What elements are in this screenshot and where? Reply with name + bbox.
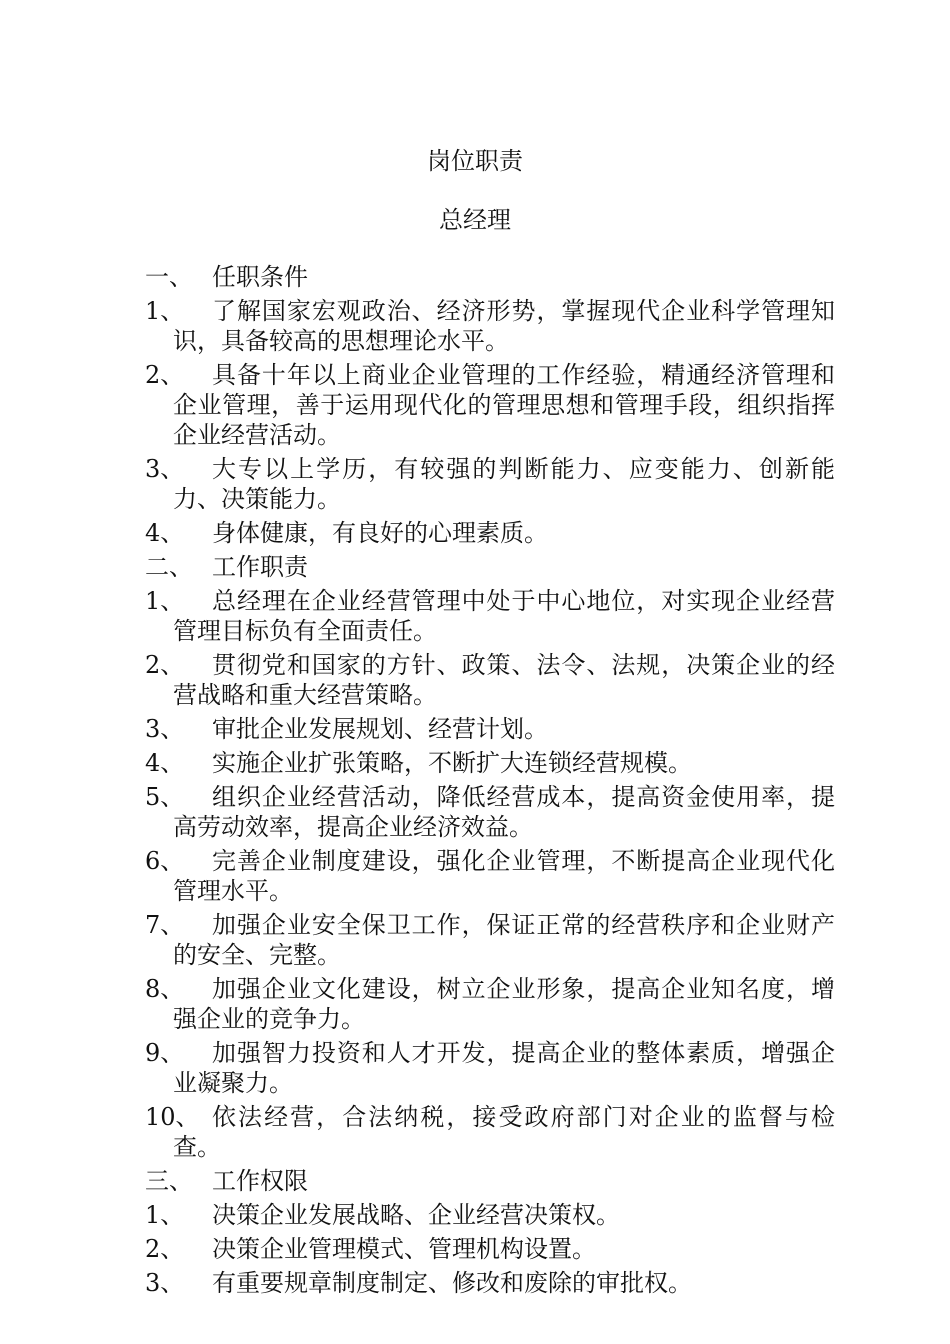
list-item [145,1038,835,1098]
item-number: 6、 [145,847,185,875]
item-text: 加强企业安全保卫工作，保证正常的经营秩序和企业财产的安全、完整。 [173,911,835,969]
item-text: 审批企业发展规划、经营计划。 [212,715,548,743]
item-text: 决策企业管理模式、管理机构设置。 [212,1235,596,1263]
section-title: 工作权限 [212,1167,308,1195]
item-number: 3、 [145,715,185,743]
item-number: 4、 [145,519,185,547]
item-number: 1、 [145,587,185,615]
list-item [145,1234,835,1264]
section-number: 一、 [145,263,193,291]
item-number: 3、 [145,1269,185,1297]
item-text: 具备十年以上商业企业管理的工作经验，精通经济管理和企业管理，善于运用现代化的管理思想和管理手段，组织指挥企业经营活动。 [173,361,835,449]
section-heading [145,1166,835,1196]
section-number: 三、 [145,1167,193,1195]
item-number: 7、 [145,911,185,939]
item-number: 3、 [145,455,185,483]
list-item [145,846,835,906]
item-text: 组织企业经营活动，降低经营成本，提高资金使用率，提高劳动效率，提高企业经济效益。 [173,783,835,841]
item-number: 2、 [145,1235,185,1263]
item-number: 2、 [145,361,185,389]
list-item [145,518,835,548]
item-number: 5、 [145,783,185,811]
section-heading [145,262,835,292]
section-title: 工作职责 [212,553,308,581]
item-text: 了解国家宏观政治、经济形势，掌握现代企业科学管理知识，具备较高的思想理论水平。 [173,297,835,355]
list-item [145,748,835,778]
list-item [145,1102,835,1162]
item-number: 9、 [145,1039,185,1067]
item-number: 8、 [145,975,185,1003]
item-number: 2、 [145,651,185,679]
item-number: 1、 [145,1201,185,1229]
item-text: 决策企业发展战略、企业经营决策权。 [212,1201,620,1229]
list-item [145,910,835,970]
item-text: 有重要规章制度制定、修改和废除的审批权。 [212,1269,692,1297]
section-responsibilities [145,552,835,1162]
list-item [145,1268,835,1298]
item-number: 1、 [145,297,185,325]
item-text: 实施企业扩张策略，不断扩大连锁经营规模。 [212,749,692,777]
list-item [145,650,835,710]
list-item [145,714,835,744]
item-text: 总经理在企业经营管理中处于中心地位，对实现企业经营管理目标负有全面责任。 [173,587,835,645]
item-number: 10、 [145,1103,200,1131]
document-title: 岗位职责 [427,147,523,175]
item-text: 依法经营，合法纳税，接受政府部门对企业的监督与检查。 [173,1103,835,1161]
section-authority [145,1166,835,1298]
list-item [145,586,835,646]
item-number: 4、 [145,749,185,777]
item-text: 身体健康，有良好的心理素质。 [212,519,548,547]
section-title: 任职条件 [212,263,308,291]
list-item [145,1200,835,1230]
list-item [145,974,835,1034]
list-item [145,360,835,450]
document-body [145,262,835,1298]
document-subtitle: 总经理 [439,206,511,234]
item-text: 贯彻党和国家的方针、政策、法令、法规，决策企业的经营战略和重大经营策略。 [173,651,835,709]
section-number: 二、 [145,553,193,581]
item-text: 加强企业文化建设，树立企业形象，提高企业知名度，增强企业的竞争力。 [173,975,835,1033]
list-item [145,782,835,842]
item-text: 完善企业制度建设，强化企业管理，不断提高企业现代化管理水平。 [173,847,835,905]
section-qualifications [145,262,835,548]
list-item [145,296,835,356]
section-heading [145,552,835,582]
item-text: 加强智力投资和人才开发，提高企业的整体素质，增强企业凝聚力。 [173,1039,835,1097]
list-item [145,454,835,514]
item-text: 大专以上学历，有较强的判断能力、应变能力、创新能力、决策能力。 [173,455,835,513]
